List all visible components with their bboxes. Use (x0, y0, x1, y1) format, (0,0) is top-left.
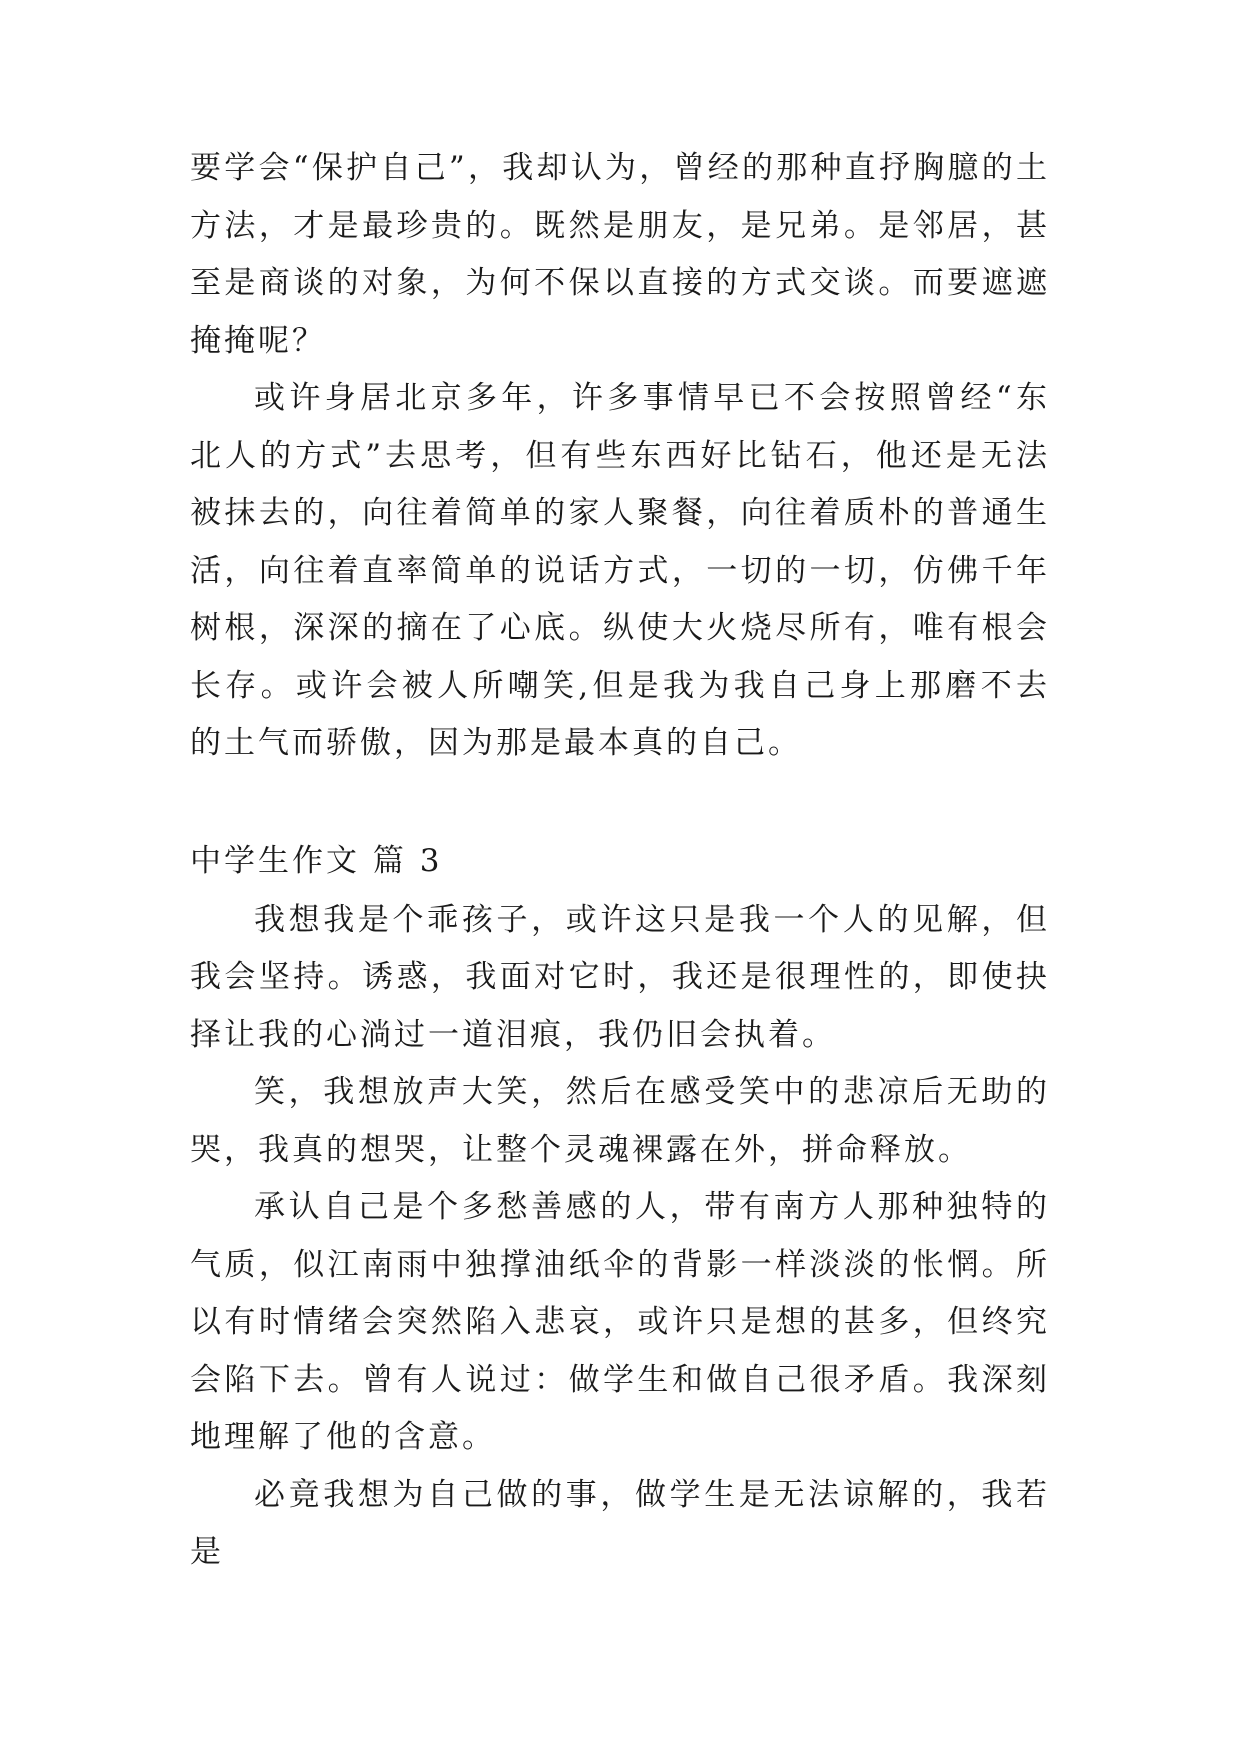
section-spacer (190, 773, 1050, 830)
paragraph-continued: 要学会“保护自己”，我却认为，曾经的那种直抒胸臆的土方法，才是最珍贵的。既然是朋友，是兄弟。是邻居，甚至是商谈的对象，为何不保以直接的方式交谈。而要遮遮掩掩呢？ (190, 150, 1050, 359)
document-page (190, 140, 1050, 1582)
paragraph-sentimental: 承认自己是个多愁善感的人，带有南方人那种独特的气质，似江南雨中独撑油纸伞的背影一样淡淡的怅惘。所以有时情绪会突然陷入悲哀，或许只是想的甚多，但终究会陷下去。曾有人说过：做学生和做自己很矛盾。我深刻地理解了他的含意。 (190, 1189, 1050, 1455)
paragraph-good-child: 我想我是个乖孩子，或许这只是我一个人的见解，但我会坚持。诱惑，我面对它时，我还是很理性的，即使抉择让我的心淌过一道泪痕，我仍旧会执着。 (190, 901, 1050, 1053)
section-heading: 中学生作文 篇 3 (190, 842, 443, 879)
paragraph-after-all: 必竟我想为自己做的事，做学生是无法谅解的，我若是 (190, 1476, 1050, 1570)
paragraph-laugh: 笑，我想放声大笑，然后在感受笑中的悲凉后无助的哭，我真的想哭，让整个灵魂裸露在外，拼命释放。 (190, 1074, 1050, 1168)
paragraph-beijing: 或许身居北京多年，许多事情早已不会按照曾经“东北人的方式”去思考，但有些东西好比钻石，他还是无法被抹去的，向往着简单的家人聚餐，向往着质朴的普通生活，向往着直率简单的说话方式，一切的一切，仿佛千年树根，深深的摘在了心底。纵使大火烧尽所有，唯有根会长存。或许会被人所嘲笑,但是我为我自己身上那磨不去的土气而骄傲，因为那是最本真的自己。 (190, 380, 1050, 761)
